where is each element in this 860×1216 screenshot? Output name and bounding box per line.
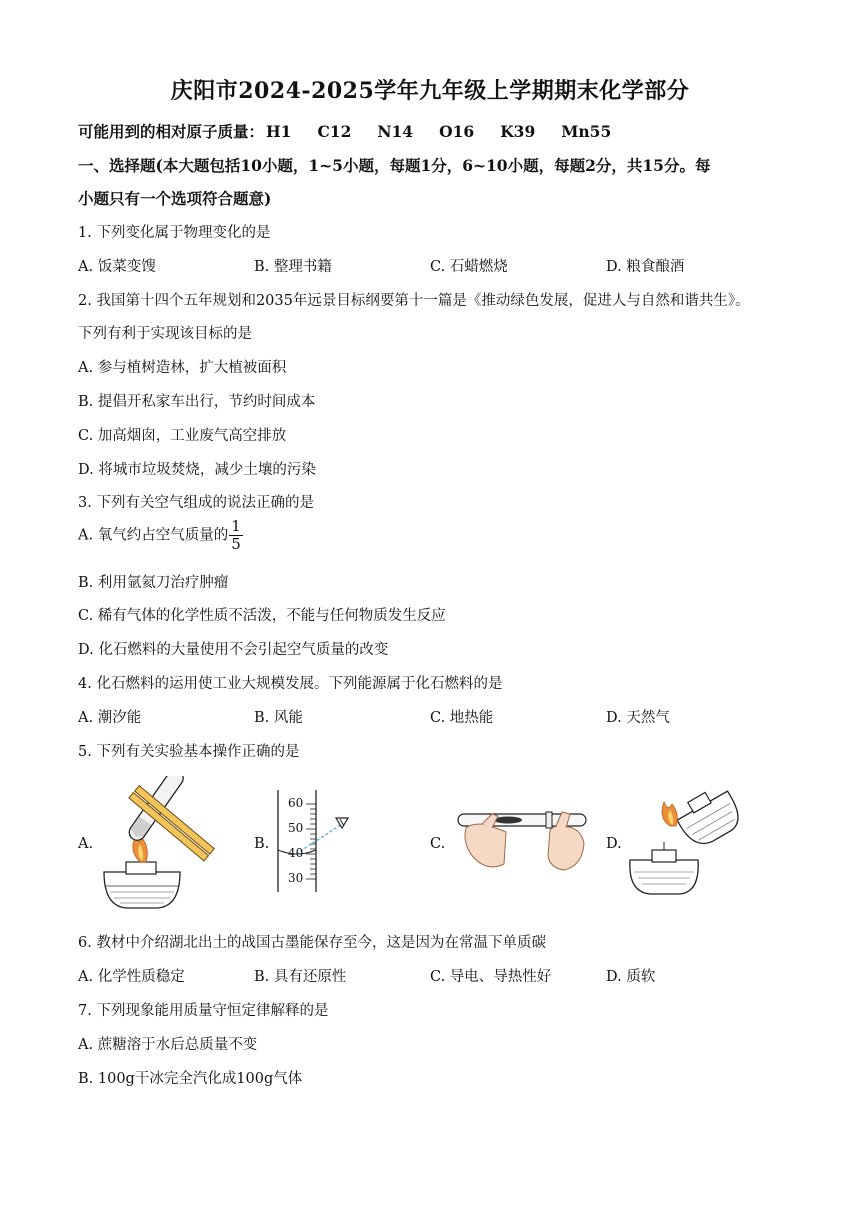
atomic-mass-item: K39 (500, 122, 536, 141)
question-6-option-c: C. 导电、导热性好 (430, 969, 552, 985)
fraction-numerator: 1 (231, 517, 241, 535)
section-heading-line1: 一、选择题(本大题包括10小题，1~5小题，每题1分，6~10小题，每题2分，共15分。每 (78, 156, 711, 175)
section-heading-line2: 小题只有一个选项符合题意) (78, 189, 272, 208)
question-4-option-c: C. 地热能 (430, 710, 494, 726)
question-2-option-c: C. 加高烟囱，工业废气高空排放 (78, 428, 287, 444)
atomic-mass-item: N14 (377, 122, 414, 141)
atomic-masses (78, 120, 611, 142)
atomic-mass-item: H1 (266, 122, 292, 141)
graduated-cylinder-illustration (270, 788, 356, 894)
question-5-stem: 5. 下列有关实验基本操作正确的是 (78, 744, 300, 760)
question-7-stem: 7. 下列现象能用质量守恒定律解释的是 (78, 1003, 329, 1019)
question-4-option-a: A. 潮汐能 (78, 710, 142, 726)
question-6-stem: 6. 教材中介绍湖北出土的战国古墨能保存至今，这是因为在常温下单质碳 (78, 935, 546, 951)
question-1-option-b: B. 整理书籍 (254, 259, 332, 275)
atomic-masses-label: 可能用到的相对原子质量： (78, 122, 265, 141)
question-2-option-a: A. 参与植树造林，扩大植被面积 (78, 360, 287, 376)
question-3-option-c: C. 稀有气体的化学性质不活泼，不能与任何物质发生反应 (78, 608, 446, 624)
question-1-option-c: C. 石蜡燃烧 (430, 259, 508, 275)
cylinder-tick-60: 60 (288, 796, 304, 810)
question-1-option-a: A. 饭菜变馊 (78, 259, 156, 275)
question-5-label-c: C. (430, 836, 446, 852)
question-2-option-b: B. 提倡开私家车出行，节约时间成本 (78, 394, 316, 410)
question-4-option-b: B. 风能 (254, 710, 303, 726)
atomic-mass-item: C12 (317, 122, 352, 141)
question-6-option-d: D. 质软 (606, 969, 656, 985)
question-7-option-a: A. 蔗糖溶于水后总质量不变 (78, 1037, 258, 1053)
cylinder-tick-30: 30 (288, 871, 304, 885)
question-3-option-a (78, 518, 243, 553)
question-3-option-a-text: A. 氧气约占空气质量的 (78, 527, 229, 544)
question-3-option-b: B. 利用氩氦刀治疗肿瘤 (78, 575, 229, 591)
question-3-stem: 3. 下列有关空气组成的说法正确的是 (78, 495, 314, 511)
question-4-option-d: D. 天然气 (606, 710, 670, 726)
question-2-stem-line1: 2. 我国第十四个五年规划和2035年远景目标纲要第十一篇是《推动绿色发展，促进人与自然和谐共生》。 (78, 293, 750, 309)
horizontal-test-tube-illustration (452, 804, 594, 876)
atomic-mass-item: O16 (439, 122, 475, 141)
lamp-lighting-illustration (624, 788, 742, 898)
question-3-option-d: D. 化石燃料的大量使用不会引起空气质量的改变 (78, 642, 389, 658)
question-4-stem: 4. 化石燃料的运用使工业大规模发展。下列能源属于化石燃料的是 (78, 676, 503, 692)
fraction-denominator: 5 (231, 535, 241, 553)
cylinder-tick-50: 50 (288, 821, 304, 835)
cylinder-tick-40: 40 (288, 846, 304, 860)
question-5-label-b: B. (254, 836, 270, 852)
page-title: 庆阳市2024-2025学年九年级上学期期末化学部分 (170, 78, 690, 104)
question-5-label-d: D. (606, 836, 622, 852)
question-7-option-b: B. 100g干冰完全汽化成100g气体 (78, 1071, 303, 1087)
question-2-option-d: D. 将城市垃圾焚烧，减少土壤的污染 (78, 462, 316, 478)
question-5-label-a: A. (78, 836, 94, 852)
question-1-stem: 1. 下列变化属于物理变化的是 (78, 225, 271, 241)
fraction (229, 518, 243, 553)
question-6-option-b: B. 具有还原性 (254, 969, 347, 985)
heating-test-tube-illustration (96, 776, 216, 910)
question-2-stem-line2: 下列有利于实现该目标的是 (78, 326, 252, 342)
question-1-option-d: D. 粮食酿酒 (606, 259, 685, 275)
question-6-option-a: A. 化学性质稳定 (78, 969, 185, 985)
atomic-mass-item: Mn55 (561, 122, 612, 141)
